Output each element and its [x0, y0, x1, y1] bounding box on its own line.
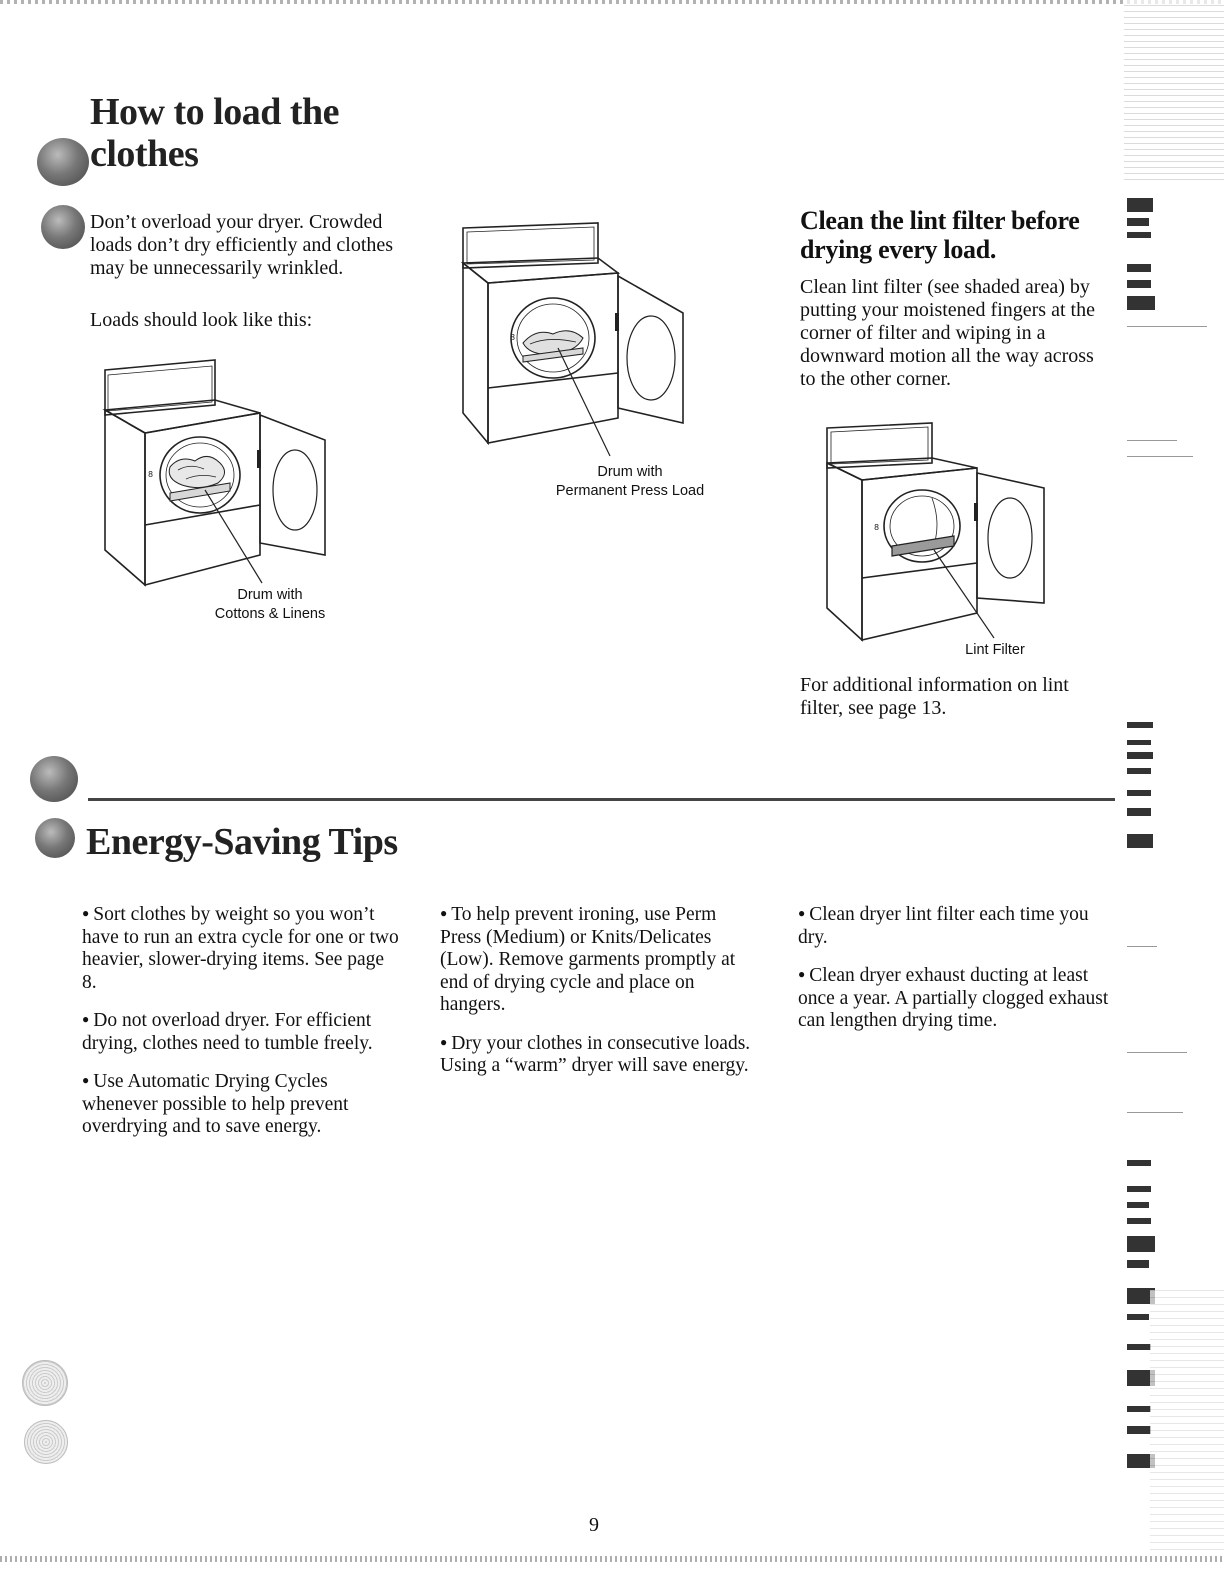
section-title-line2: clothes — [90, 133, 199, 175]
section2-bullet-icon — [35, 818, 75, 858]
scan-right-edge — [1124, 0, 1224, 180]
edge-mark — [1127, 1218, 1151, 1224]
edge-mark — [1127, 1052, 1187, 1053]
figure2-caption-line2: Permanent Press Load — [555, 483, 705, 499]
tip-item: ● Sort clothes by weight so you won’t have to run an extra cycle for one or two heavier, slower-drying items. See page 8. — [82, 904, 399, 993]
tip-item: ● Use Automatic Drying Cycles whenever possible to help prevent overdrying and to save energy. — [82, 1071, 349, 1137]
bullet-icon: ● — [798, 906, 806, 920]
edge-mark — [1127, 834, 1153, 848]
tip-item: ● To help prevent ironing, use Perm Press (Medium) or Knits/Delicates (Low). Remove garments promptly at end of drying cycle and place on hangers. — [440, 904, 736, 1015]
scan-bottom-edge — [0, 1556, 1224, 1562]
section-divider — [88, 798, 1115, 801]
loads-label: Loads should look like this: — [90, 309, 313, 331]
edge-mark — [1127, 1406, 1151, 1412]
edge-mark — [1127, 740, 1151, 745]
tips-column-2 — [440, 902, 760, 1092]
bullet-icon: ● — [82, 1012, 90, 1026]
binder-hole-icon — [22, 1360, 68, 1406]
edge-mark — [1127, 1112, 1183, 1113]
figure1-caption-line2: Cottons & Linens — [214, 606, 326, 622]
edge-mark — [1127, 264, 1151, 272]
edge-mark — [1127, 1426, 1151, 1434]
bullet-icon: ● — [440, 906, 448, 920]
section-title-line1: How to load the — [90, 91, 339, 133]
lint-heading: Clean the lint filter before drying every load. — [800, 206, 1080, 264]
edge-mark — [1127, 296, 1155, 310]
edge-mark — [1127, 440, 1177, 441]
edge-mark — [1127, 722, 1153, 728]
bullet-icon: ● — [798, 967, 806, 981]
edge-mark — [1127, 218, 1149, 226]
edge-mark — [1127, 1186, 1151, 1192]
figure2-caption-line1: Drum with — [597, 464, 663, 480]
edge-mark — [1127, 1260, 1149, 1268]
dryer-illustration-lint-filter — [822, 418, 1062, 658]
lint-instructions: Clean lint filter (see shaded area) by putting your moistened fingers at the corner of filter and wiping in a downward motion all the way across to the other corner. — [800, 276, 1095, 390]
edge-mark — [1127, 752, 1153, 759]
lint-additional-info: For additional information on lint filter, see page 13. — [800, 674, 1069, 719]
tips-column-3 — [798, 902, 1113, 1047]
page-number: 9 — [589, 1514, 599, 1536]
bullet-icon: ● — [82, 906, 90, 920]
bullet-icon: ● — [82, 1073, 90, 1087]
edge-mark — [1127, 808, 1151, 816]
edge-mark — [1127, 198, 1153, 212]
edge-mark — [1127, 1160, 1151, 1166]
scan-right-edge-lower — [1150, 1290, 1224, 1550]
tip-item: ● Do not overload dryer. For efficient drying, clothes need to tumble freely. — [82, 1010, 373, 1054]
section-bullet-icon — [37, 138, 89, 186]
tip-item: ● Dry your clothes in consecutive loads. Using a “warm” dryer will save energy. — [440, 1032, 751, 1076]
scan-top-edge — [0, 0, 1224, 4]
edge-mark — [1127, 326, 1207, 327]
edge-mark — [1127, 790, 1151, 796]
svg-text:8: 8 — [148, 470, 154, 479]
intro-paragraph: Don’t overload your dryer. Crowded loads don’t dry efficiently and clothes may be unnecessarily wrinkled. — [90, 211, 394, 279]
edge-mark — [1127, 280, 1151, 288]
tip-item: ● Clean dryer lint filter each time you dry. — [798, 904, 1089, 948]
paragraph-bullet-icon — [41, 205, 85, 249]
bullet-icon: ● — [440, 1034, 448, 1049]
figure1-caption-line1: Drum with — [237, 587, 303, 603]
tip-item: ● Clean dryer exhaust ducting at least once a year. A partially clogged exhaust can lengthen drying time. — [798, 965, 1109, 1031]
edge-mark — [1127, 768, 1151, 774]
divider-bullet-icon — [30, 756, 78, 802]
tips-column-1 — [82, 902, 402, 1153]
dryer-illustration-cottons — [100, 355, 340, 595]
edge-mark — [1127, 1202, 1149, 1208]
binder-hole-icon — [24, 1420, 68, 1464]
edge-mark — [1127, 946, 1157, 947]
edge-mark — [1127, 1314, 1149, 1320]
edge-mark — [1127, 1236, 1155, 1252]
svg-text:8: 8 — [510, 333, 516, 342]
dryer-illustration-permanent-press — [458, 218, 698, 458]
lint-figure-caption: Lint Filter — [965, 642, 1025, 658]
edge-mark — [1127, 456, 1193, 457]
edge-mark — [1127, 232, 1151, 238]
svg-text:8: 8 — [874, 523, 880, 532]
energy-tips-title: Energy-Saving Tips — [86, 821, 398, 863]
edge-mark — [1127, 1344, 1151, 1350]
